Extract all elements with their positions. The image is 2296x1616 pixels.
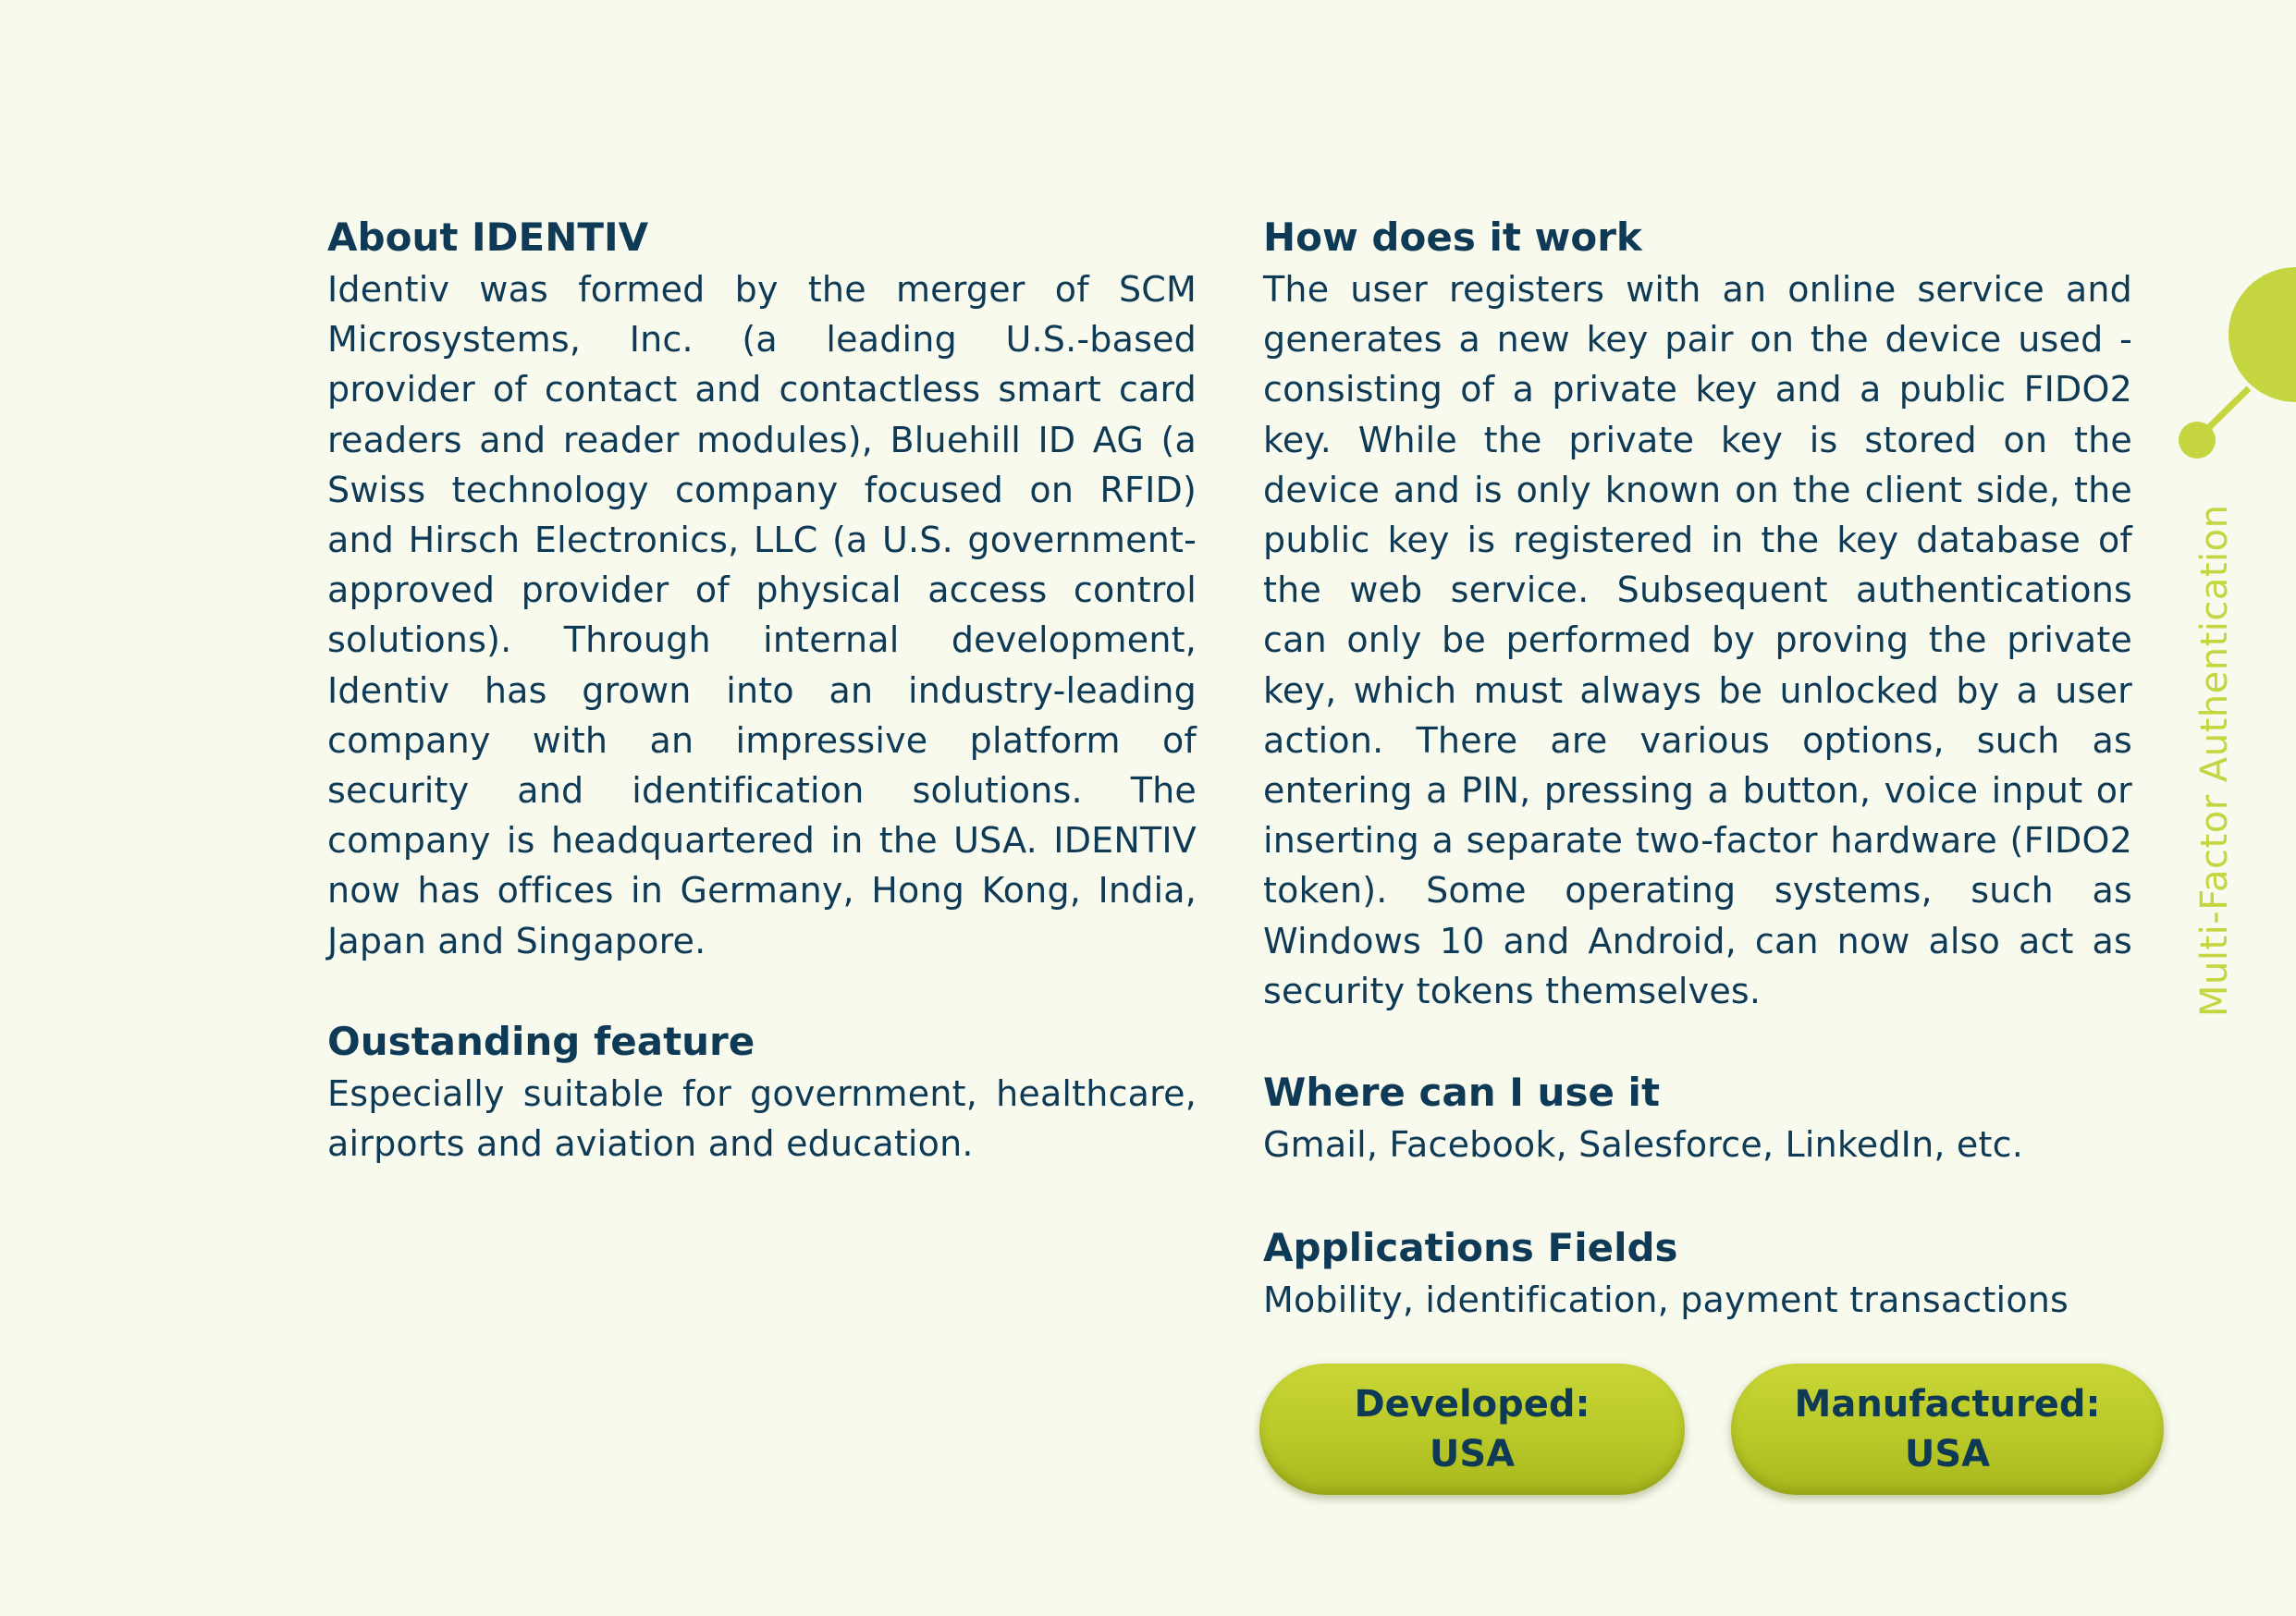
where-section bbox=[1263, 1066, 2132, 1169]
manufactured-badge bbox=[1731, 1364, 2164, 1495]
how-section bbox=[1263, 211, 2132, 1016]
applications-heading: Applications Fields bbox=[1263, 1225, 1678, 1271]
manufactured-label: Manufactured: bbox=[1794, 1383, 2101, 1426]
applications-section bbox=[1263, 1221, 2132, 1325]
feature-section bbox=[327, 1015, 1197, 1169]
feature-heading: Oustanding feature bbox=[327, 1018, 755, 1064]
developed-value: USA bbox=[1429, 1433, 1516, 1475]
how-text: The user registers with an online service and generates a new key pair on the device used - consisting of a private key and a public FIDO2 key. While the private key is stored on the device and is only known on the client side, the public key is registered in the key database of the web service. Subsequent authentications can only be performed by proving the private key, which must always be unlocked by a user action. There are various options, such as entering a PIN, pressing a button, voice input or inserting a separate two-factor hardware (FIDO2 token). Some operating systems, such as Windows 10 and Android, can now also act as security tokens themselves. bbox=[1263, 269, 2132, 1011]
right-column bbox=[1263, 211, 2132, 1325]
left-column bbox=[327, 211, 1197, 1169]
side-section-label: Multi-Factor Authentication bbox=[2193, 504, 2236, 1017]
small-dot bbox=[2179, 422, 2216, 459]
about-text: Identiv was formed by the merger of SCM Microsystems, Inc. (a leading U.S.-based provider of contact and contactless smart card readers and reader modules), Bluehill ID AG (a Swiss technology company focused on RFID) and Hirsch Electronics, LLC (a U.S. government-approved provider of physical access control solutions). Through internal development, Identiv has grown into an industry-leading company with an impressive platform of security and identification solutions. The company is headquartered in the USA. IDENTIV now has offices in Germany, Hong Kong, India, Japan and Singapore. bbox=[327, 269, 1197, 961]
developed-label: Developed: bbox=[1354, 1383, 1590, 1426]
applications-text: Mobility, identification, payment transactions bbox=[1263, 1279, 2069, 1321]
feature-text: Especially suitable for government, healthcare, airports and aviation and education. bbox=[327, 1072, 1197, 1165]
where-text: Gmail, Facebook, Salesforce, LinkedIn, etc. bbox=[1263, 1124, 2023, 1166]
about-section bbox=[327, 211, 1197, 966]
developed-badge bbox=[1259, 1364, 1685, 1495]
how-heading: How does it work bbox=[1263, 214, 1642, 260]
where-heading: Where can I use it bbox=[1263, 1070, 1661, 1116]
large-circle bbox=[2228, 267, 2296, 402]
about-heading: About IDENTIV bbox=[327, 214, 649, 260]
manufactured-value: USA bbox=[1904, 1433, 1991, 1475]
decorative-node-icon bbox=[2164, 259, 2296, 471]
